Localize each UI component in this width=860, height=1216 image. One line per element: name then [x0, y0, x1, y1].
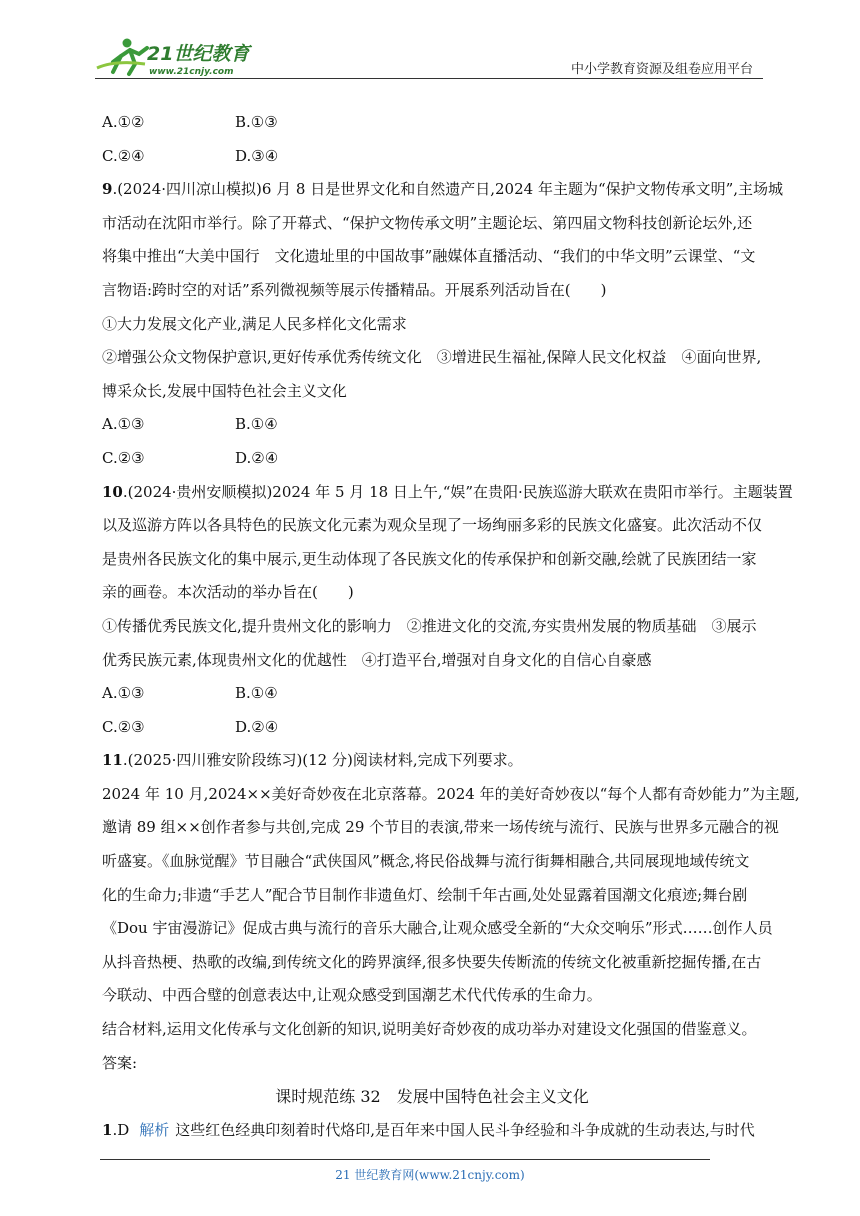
q10-line: 亲的画卷。本次活动的举办旨在( ): [102, 583, 354, 602]
header-divider: [95, 78, 763, 79]
q10-option-c: C.②③: [102, 717, 145, 736]
answer-1-choice: .D: [112, 1120, 130, 1139]
q11-material: 《Dou 宇宙漫游记》促成古典与流行的音乐大融合,让观众感受全新的“大众交响乐”形式……创作人员: [102, 919, 773, 938]
logo-url: www.21cnjy.com: [149, 67, 234, 77]
q8-options-row1: [102, 106, 762, 140]
q9-number: 9: [102, 180, 113, 199]
q9-line: 将集中推出“大美中国行 文化遗址里的中国故事”融媒体直播活动、“我们的中华文明”云课堂、“文: [102, 247, 756, 266]
q11-question: 结合材料,运用文化传承与文化创新的知识,说明美好奇妙夜的成功举办对建设文化强国的借鉴意义。: [102, 1020, 757, 1039]
q11-material: 2024 年 10 月,2024××美好奇妙夜在北京落幕。2024 年的美好奇妙夜以“每个人都有奇妙能力”为主题,: [102, 784, 800, 803]
q10-number: 10: [102, 482, 123, 501]
q10-item: ①传播优秀民族文化,提升贵州文化的影响力 ②推进文化的交流,夯实贵州发展的物质基础 ③展示: [102, 616, 757, 635]
q11-number: 11: [102, 751, 123, 770]
q11-material: 今联动、中西合璧的创意表达中,让观众感受到国潮艺术代代传承的生命力。: [102, 986, 602, 1005]
q8-options-row2: [102, 140, 762, 174]
document-body: [102, 106, 800, 1147]
q9-option-b: B.①④: [235, 415, 278, 434]
q11-answer-label: 答案:: [102, 1053, 138, 1072]
q9-line: 市活动在沈阳市举行。除了开幕式、“保护文物传承文明”主题论坛、第四届文物科技创新论坛外,还: [102, 213, 753, 232]
q9-option-d: D.②④: [235, 448, 279, 467]
q8-option-c: C.②④: [102, 146, 145, 165]
logo-21cnjy: [95, 34, 265, 78]
answer-1-text: 这些红色经典印刻着时代烙印,是百年来中国人民斗争经验和斗争成就的生动表达,与时代: [175, 1120, 755, 1139]
q10-option-d: D.②④: [235, 717, 279, 736]
q11-material: 邀请 89 组××创作者参与共创,完成 29 个节目的表演,带来一场传统与流行、民族与世界多元融合的视: [102, 818, 779, 837]
q11-title: [102, 744, 762, 778]
q10-line: [102, 476, 793, 510]
analysis-label: 解析: [139, 1120, 170, 1139]
q10-option-a: A.①③: [102, 684, 145, 703]
q9-option-c: C.②③: [102, 448, 145, 467]
q10-line: 以及巡游方阵以各具特色的民族文化元素为观众呈现了一场绚丽多彩的民族文化盛宴。此次活动不仅: [102, 516, 763, 535]
footer-divider: [100, 1159, 710, 1160]
q8-option-a: A.①②: [102, 113, 145, 131]
q10-option-b: B.①④: [235, 684, 278, 703]
q9-options-row2: [102, 442, 762, 476]
answer-1: [102, 1114, 762, 1148]
q9-options-row1: [102, 408, 762, 442]
q9-item: ①大力发展文化产业,满足人民多样化文化需求: [102, 314, 407, 333]
q9-option-a: A.①③: [102, 415, 145, 434]
section-title: 课时规范练 32 发展中国特色社会主义文化: [275, 1087, 589, 1107]
q9-stem: .(2024·四川凉山模拟)6 月 8 日是世界文化和自然遗产日,2024 年主题为“保护文物传承文明”,主场城: [112, 180, 784, 199]
q9-item: ②增强公众文物保护意识,更好传承优秀传统文化 ③增进民生福祉,保障人民文化权益 ④面向世界,: [102, 348, 762, 367]
answer-1-number: 1: [102, 1120, 113, 1139]
q10-line: 是贵州各民族文化的集中展示,更生动体现了各民族文化的传承保护和创新交融,绘就了民族团结一家: [102, 549, 757, 568]
footer-text: 21 世纪教育网(www.21cnjy.com): [335, 1168, 525, 1182]
q8-option-d: D.③④: [235, 146, 279, 165]
q11-material: 从抖音热梗、热歌的改编,到传统文化的跨界演绎,很多快要失传断流的传统文化被重新挖掘传播,在古: [102, 952, 762, 971]
q11-material: 听盛宴。《血脉觉醒》节目融合“武侠国风”概念,将民俗战舞与流行街舞相融合,共同展现地域传统文: [102, 852, 750, 871]
q9-item: 博采众长,发展中国特色社会主义文化: [102, 381, 347, 400]
logo-text: 21世纪教育: [147, 43, 250, 65]
q10-options-row2: [102, 711, 762, 745]
q10-stem: .(2024·贵州安顺模拟)2024 年 5 月 18 日上午,“娱”在贵阳·民族巡游大联欢在贵阳市举行。主题装置: [122, 482, 793, 501]
q11-stem: .(2025·四川雅安阶段练习)(12 分)阅读材料,完成下列要求。: [122, 751, 523, 770]
q8-option-b: B.①③: [235, 113, 278, 131]
q9-line: 言物语:跨时空的对话”系列微视频等展示传播精品。开展系列活动旨在( ): [102, 280, 607, 299]
platform-name: 中小学教育资源及组卷应用平台: [570, 62, 753, 77]
q10-options-row1: [102, 677, 762, 711]
q10-item: 优秀民族元素,体现贵州文化的优越性 ④打造平台,增强对自身文化的自信心自豪感: [102, 650, 652, 669]
q11-material: 化的生命力;非遗“手艺人”配合节目制作非遗鱼灯、绘制千年古画,处处显露着国潮文化痕迹;舞台剧: [102, 885, 748, 904]
page-header: [95, 34, 763, 80]
q9-line: [102, 173, 784, 207]
